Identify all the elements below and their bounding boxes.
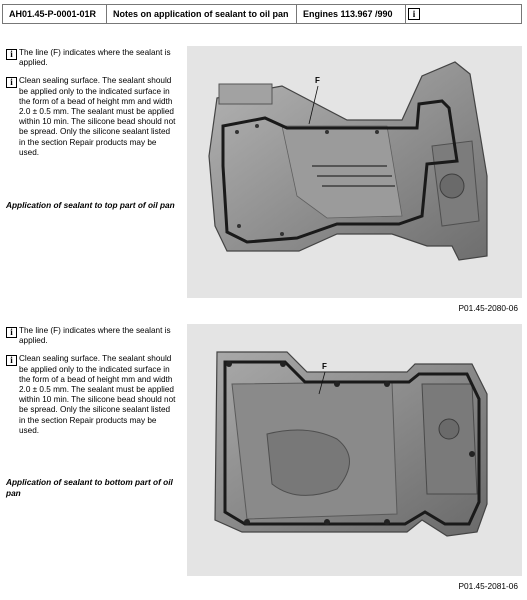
note-line-f — [6, 326, 178, 346]
engines-label: Engines 113.967 /990 — [297, 5, 406, 23]
section2-notes — [6, 326, 178, 444]
document-header — [2, 4, 522, 24]
figure-caption: Application of sealant to bottom part of oil pan — [6, 477, 173, 498]
label-f: F — [315, 76, 320, 85]
oil-pan-bottom-image — [187, 324, 522, 576]
section1-notes — [6, 48, 178, 166]
note-text: The line (F) indicates where the sealant is applied. — [19, 326, 171, 346]
info-icon[interactable]: i — [408, 8, 420, 20]
note-text: The line (F) indicates where the sealant is applied. — [19, 48, 171, 68]
info-icon[interactable]: i — [6, 77, 17, 88]
photo-oil-pan-top — [187, 46, 522, 298]
photo-oil-pan-bottom — [187, 324, 522, 576]
note-text: Clean sealing surface. The sealant should be applied only to the indicated surface in the form of a bead of height mm and width 2.0 ± 0.5 mm. The sealant must be applied within 10 min. The silicone bead should not be spread. Only the silicone sealant listed in the section Repair products may be used. — [19, 354, 176, 435]
figure-id: P01.45-2081-06 — [458, 581, 518, 591]
note-clean-surface — [6, 354, 178, 436]
note-text: Clean sealing surface. The sealant should be applied only to the indicated surface in the form of a bead of height mm and width 2.0 ± 0.5 mm. The sealant must be applied within 10 min. The silicone bead should not be spread. Only the silicone sealant listed in the section Repair products may be used. — [19, 76, 176, 157]
figure-caption: Application of sealant to top part of oil pan — [6, 200, 175, 210]
doc-title: Notes on application of sealant to oil pan — [107, 5, 297, 23]
info-icon[interactable]: i — [6, 327, 17, 338]
note-line-f — [6, 48, 178, 68]
info-icon[interactable]: i — [6, 49, 17, 60]
info-icon[interactable]: i — [6, 355, 17, 366]
note-clean-surface — [6, 76, 178, 158]
figure-id: P01.45-2080-06 — [458, 303, 518, 313]
oil-pan-top-image — [187, 46, 522, 298]
header-info-cell — [406, 5, 521, 23]
doc-id: AH01.45-P-0001-01R — [3, 5, 107, 23]
label-f: F — [322, 362, 327, 371]
